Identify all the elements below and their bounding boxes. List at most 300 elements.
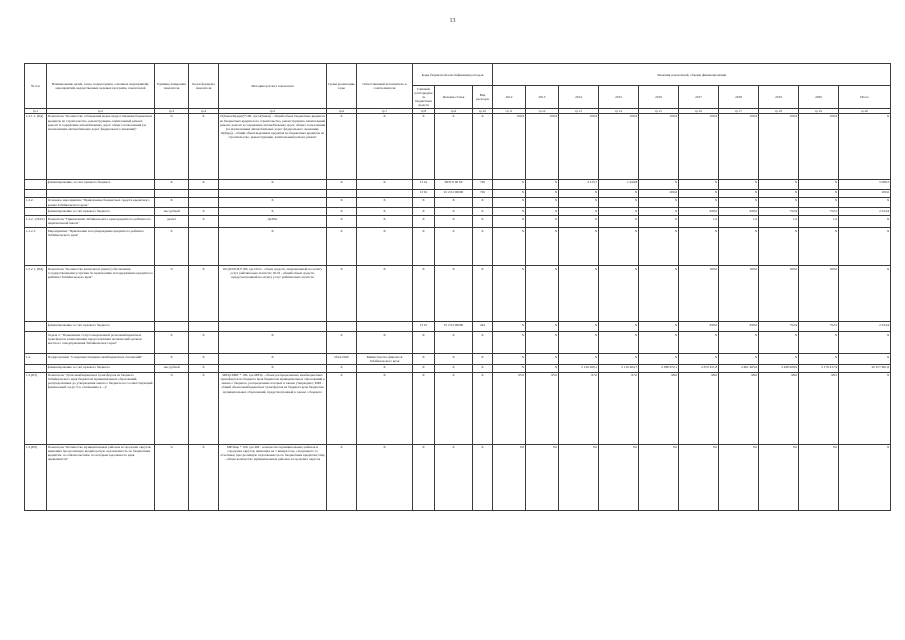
column-number-cell: гр.13 [559,108,599,113]
table-cell: Х [759,179,799,189]
table-cell: 13 01 [413,179,435,189]
table-cell: Х [327,216,357,228]
table-cell: Х [639,354,679,364]
table-cell [155,322,189,332]
table-cell: Х [189,444,219,510]
table-row [25,179,891,189]
table-cell: Х [435,266,473,322]
table-cell: Х [435,364,473,372]
table-cell: Х [839,354,891,364]
table-cell: 100,0 [679,266,719,322]
row-number-cell [25,364,47,372]
table-cell: Х [526,322,559,332]
table-cell: 630,0 [719,208,759,216]
table-row [25,228,891,266]
table-cell: Х [599,197,639,207]
table-cell: Х [413,208,435,216]
row-number-cell: 1.2.(П2) [25,444,47,510]
table-cell: Х [799,354,839,364]
column-number-cell: гр.6 [327,108,357,113]
table-cell: Х [559,354,599,364]
table-row [25,216,891,228]
table-cell: МБТр/МБТ * 100, где МБТр - объем распределенных межбюджетных трансфертов из бюджета края бюджетам муниципальных образований в законе о бюджете, распределение которых в законе утверждено; МБТ - общий объем межбюджетных трансфертов из бюджета края бюджетам муниципальных образований, предусмотренный в законе о бюджете [219,372,327,444]
table-cell: 97,0 [599,372,639,444]
table-cell: Х [327,208,357,216]
table-cell: Х [413,364,435,372]
table-cell [219,189,327,197]
table-cell: 4 313,7 [559,179,599,189]
column-number-cell: гр.5 [219,108,327,113]
table-cell: Х [413,113,435,179]
table-cell: Х [559,266,599,322]
table-cell: Х [719,332,759,354]
table-cell: 752,9 [759,322,799,332]
header-kvr: Вид расходов [473,86,493,109]
table-cell: Х [473,364,493,372]
table-cell: 0,0 [599,444,639,510]
table-cell: Х [357,208,413,216]
column-number-cell: гр.4 [189,108,219,113]
table-cell: 0870 0 00 00 [435,179,473,189]
column-number-cell: гр.2 [47,108,155,113]
table-cell: Х [493,228,526,266]
table-cell: Х [435,372,473,444]
table-cell: Х [189,216,219,228]
table-cell: Х [327,372,357,444]
row-description-cell: Задача 2. "Повышение статуса выделенной роли межбюджетных трансфертов в выполнении предоставления полномочий органов местного самоуправления Забайкальского края" [47,332,155,354]
table-cell: 0,0 [679,444,719,510]
table-cell: 1,0 [799,216,839,228]
table-cell: Х [435,444,473,510]
table-cell: Х [413,444,435,510]
table-cell: Х [189,364,219,372]
table-cell: 100,0 [679,113,719,179]
table-cell: Х [526,354,559,364]
column-number-cell: гр.12 [526,108,559,113]
table-cell: 100,0 [719,266,759,322]
table-cell: Х [435,208,473,216]
column-number-cell: гр.3 [155,108,189,113]
table-cell: Х [413,216,435,228]
table-cell [219,322,327,332]
table-cell: 630,0 [679,208,719,216]
table-cell: Х [155,228,189,266]
table-cell: Х [559,208,599,216]
table-cell: 100,0 [599,113,639,179]
column-number-cell: гр.10 [473,108,493,113]
table-cell [189,228,219,266]
row-description-cell: финансирование за счет краевого бюджета [47,322,155,332]
table-cell: Х [759,354,799,364]
table-cell: Х [526,208,559,216]
table-cell: Х [473,266,493,322]
header-article: Целевая статья [435,86,473,109]
table-cell: Х [599,332,639,354]
column-number-cell: гр.15 [639,108,679,113]
table-cell: Х [526,179,559,189]
table-cell: Х [219,364,327,372]
table-cell: Х [599,189,639,197]
table-cell: 100,0 [799,266,839,322]
header-budget-codes: Коды бюджетной классификации расходов [413,64,493,86]
table-cell: Х [327,228,357,266]
table-cell: Х [493,216,526,228]
table-cell: Х [155,179,189,189]
table-cell: Х [493,208,526,216]
table-cell: Х [719,228,759,266]
table-cell: Х [357,179,413,189]
table-cell: МР/Омр * 100, где МР - количество муниципальных районов и городских округов, имеющих на 1 января года, следующего за отчетным, просроченную задолженность по бюджетным кредитам; Омр - общее количество муниципальных районов и городских округов [219,444,327,510]
row-description-cell: финансирование за счет краевого бюджета [47,364,155,372]
table-cell: Х [679,179,719,189]
table-cell: Х [639,179,679,189]
table-cell [155,189,189,197]
table-cell: Х [559,228,599,266]
table-cell: Х [327,197,357,207]
table-cell: Х [413,372,435,444]
table-cell: Х [639,322,679,332]
table-cell: Х [759,332,799,354]
row-number-cell: 1.2. [25,354,47,364]
table-cell: Х [357,197,413,207]
header-year-2019: 2019 [759,86,799,109]
table-cell: 0,0 [799,444,839,510]
table-cell: 100,0 [719,113,759,179]
table-cell: Х [219,332,327,354]
table-cell: Х [839,444,891,510]
table-cell: 100,0 [493,113,526,179]
table-cell: Х [493,266,526,322]
table-cell: 100,0 [759,266,799,322]
table-cell: Х [413,228,435,266]
table-cell: Х [357,266,413,322]
table-cell: Х [327,179,357,189]
table-cell: 244 [473,322,493,332]
table-cell: Х [639,228,679,266]
table-cell: Х [189,332,219,354]
table-row [25,444,891,510]
table-cell: 95,0 [526,372,559,444]
table-cell: Х [357,364,413,372]
row-description-cell: Показатель "Количество соблюдения мерах предоставления бюджетных кредитов на строительство, реконструкцию, капитальный ремонт, ремонт и содержание автомобильных дорог общего пользования (за исключением автомобильных дорог федерального значения)" [47,113,155,179]
header-year-2017: 2017 [679,86,719,109]
table-cell: 2014-2020 [327,354,357,364]
table-cell: 2 126 260,1 [559,364,599,372]
table-cell: 98,0 [639,372,679,444]
table-cell: Х [839,332,891,354]
table-cell: Х [799,228,839,266]
table-cell: Х [473,113,493,179]
table-cell: 97,0 [559,372,599,444]
table-cell: Х [357,113,413,179]
table-cell [189,322,219,332]
table-cell: Х [839,266,891,322]
row-number-cell [25,208,47,216]
table-cell [189,197,219,207]
table-row [25,266,891,322]
header-method: Методика расчета показателя [219,64,327,109]
table-cell: Х [639,197,679,207]
table-cell: Х [599,322,639,332]
table-cell: 98,0 [719,372,759,444]
table-cell: 5 068,5 [839,179,891,189]
table-cell: Х [327,332,357,354]
row-number-cell: 1.2.(П1) [25,372,47,444]
table-cell: Х [413,332,435,354]
table-cell: Х [473,216,493,228]
table-cell: Х [599,208,639,216]
table-cell: Х [473,444,493,510]
table-cell: Х [526,197,559,207]
table-cell: Х [413,197,435,207]
table-cell: Х [219,179,327,189]
table-cell: Х [189,354,219,364]
table-cell: Х [679,228,719,266]
column-number-cell: гр.11 [493,108,526,113]
row-number-cell [25,189,47,197]
table-cell: Х [493,364,526,372]
header-unit: Единица измерения показателя [155,64,189,109]
table-cell: Х [219,208,327,216]
row-number-cell: 1.2.2.- (П4/2) [25,216,47,228]
table-cell: Х [327,266,357,322]
table-cell: Х [493,354,526,364]
row-description-cell: финансирование, за счет краевого бюджета [47,179,155,189]
column-number-cell: гр.8 [413,108,435,113]
table-cell: Х [413,354,435,364]
table-cell: Х [839,197,891,207]
table-cell: 2 670 451,8 [679,364,719,372]
table-cell: Х [357,228,413,266]
header-year-2016: 2016 [639,86,679,109]
table-cell: Х [219,197,327,207]
table-cell: Х [473,332,493,354]
table-cell: Х [435,113,473,179]
table-cell: Х [526,228,559,266]
table-cell: Х [155,197,189,207]
table-cell: Министерство финансов Забайкальского края [357,354,413,364]
table-cell: Х [639,208,679,216]
table-cell: Х [759,189,799,197]
table-cell: Х [473,372,493,444]
table-row [25,372,891,444]
table-cell: Х [327,113,357,179]
table-cell: Х [493,179,526,189]
header-period: Сроки реализации, годы [327,64,357,109]
table-cell: да/нет [155,216,189,228]
table-cell: 100,0 [759,113,799,179]
table-cell: Х [413,266,435,322]
table-cell: Х [526,332,559,354]
table-cell: Х [799,189,839,197]
table-body [25,108,891,510]
table-cell: Х [559,322,599,332]
table-cell [327,322,357,332]
table-cell: 2 601 463,6 [719,364,759,372]
table-cell: % [155,266,189,322]
table-cell: 98,0 [759,372,799,444]
row-description-cell: Мероприятие "Присвоение и подтверждение кредитного рейтинга Забайкальского края" [47,228,155,266]
table-cell: Х [719,354,759,364]
header-year-2012: 2012 [493,86,526,109]
table-cell: Х [357,216,413,228]
table-cell: 13 01 [413,322,435,332]
header-code: Код/и формулы показателя [189,64,219,109]
table-cell: О(Закон/Кредит)*100, где О(Закон) - общий объем бюджетных кредитов из бюджетных кредитов на строительство, реконструкцию, капитальный ремонт, ремонт и содержание автомобильных дорог общего пользования (за исключением автомобильных дорог федерального значения), О(Кред) - общий объем выданных кредитов из бюджетных кредитов на строительство, реконструкцию, капитальный ремонт, ремонт [219,113,327,179]
table-cell: 2 224,9 [839,208,891,216]
table-cell: % [155,372,189,444]
table-cell [357,189,413,197]
table-cell: Х [679,189,719,197]
table-cell: Х [155,354,189,364]
header-year-2018: 2018 [719,86,759,109]
header-year-2014: 2014 [559,86,599,109]
table-cell: Х [799,332,839,354]
table-cell: Х [189,372,219,444]
table-cell: Х [473,197,493,207]
table-row [25,208,891,216]
table-cell: Х [599,266,639,322]
table-cell: 1,0 [759,216,799,228]
table-cell: 752,9 [759,208,799,216]
table-cell: Да/Нет [219,216,327,228]
table-cell: 0,0 [493,444,526,510]
table-cell: 1 044,8 [599,179,639,189]
table-cell: Х [679,354,719,364]
table-cell: Х [435,354,473,364]
table-cell: Х [719,189,759,197]
header-name: Наименование целей, задач, подпрограмм, основных мероприятий, мероприятий, ведомственных целевых программ, показателей [47,64,155,109]
table-cell: Х [526,364,559,372]
row-description-cell: Показатель "Количество контрактов (пункт) обеспечения государственными услугами по присвоению и поддержанию кредитного рейтинга Забайкальского края" [47,266,155,322]
table-cell: 752,5 [799,208,839,216]
table-cell: Х [493,197,526,207]
table-cell: Х [435,228,473,266]
table-cell: 20 477 661,6 [839,364,891,372]
table-cell: 01 2 02 00000 [435,189,473,197]
table-cell: Х [189,113,219,179]
header-total: Итого [839,86,891,109]
table-cell: Х [759,197,799,207]
table-cell: Х [473,228,493,266]
row-description-cell: Подпрограмма "Совершенствование межбюджетных отношений" [47,354,155,364]
table-row [25,364,891,372]
table-cell: тыс.рублей [155,364,189,372]
table-row [25,332,891,354]
row-description-cell: Показатель "Количество муниципальных районов и городских округов, имеющих просроченную кредиторскую задолженность по бюджетным кредитам, по обязательствам, по которым задолжность края превышается" [47,444,155,510]
row-number-cell: 1.2.2.1. [25,228,47,266]
table-cell: 0,0 [639,444,679,510]
header-year-2020: 2020 [799,86,839,109]
table-cell: 720 [473,179,493,189]
table-cell: Х [799,179,839,189]
row-description-cell: Основное мероприятие "Привлечение бюджетных средств кредитного рынка Забайкальского края" [47,197,155,207]
column-number-cell: гр.14 [599,108,639,113]
table-cell: тыс.рублей [155,208,189,216]
column-number-cell: гр.9 [435,108,473,113]
table-row [25,197,891,207]
table-cell: Х [357,444,413,510]
table-cell: Х [599,228,639,266]
header-year-2015: 2015 [599,86,639,109]
row-number-cell [25,179,47,189]
table-cell: Х [493,332,526,354]
financing-table-sheet [24,63,890,511]
table-cell: Х [526,266,559,322]
table-cell: 100,0 [559,113,599,179]
table-cell: % [155,444,189,510]
table-cell: 2 224,9 [839,322,891,332]
table-cell [327,189,357,197]
row-number-cell [25,322,47,332]
column-number-cell: гр.19 [799,108,839,113]
table-row [25,113,891,179]
table-cell: 752,5 [799,322,839,332]
table-cell [189,189,219,197]
table-cell: Х [219,228,327,266]
header-responsible: Ответственный исполнитель и соисполнители [357,64,413,109]
table-cell: Х [189,208,219,216]
table-cell: 2 386 970,1 [639,364,679,372]
table-cell: Х [559,189,599,197]
header-row-top [25,64,891,86]
table-cell: Х [679,197,719,207]
table-cell: 2 110 464,7 [599,364,639,372]
table-row [25,354,891,364]
table-cell: Х [759,228,799,266]
table-cell: Х [493,189,526,197]
table-cell: Х [435,197,473,207]
table-cell: Х [357,372,413,444]
row-number-cell [25,332,47,354]
table-row [25,189,891,197]
table-cell: 100,0 [799,113,839,179]
table-cell: Х [435,332,473,354]
table-cell: % [155,113,189,179]
table-cell [357,322,413,332]
table-cell: 100,0 [639,113,679,179]
table-cell: 1,0 [719,216,759,228]
table-cell: 3 268 928,9 [759,364,799,372]
table-cell: Х [719,197,759,207]
table-cell: 01 2 03 00000 [435,322,473,332]
table-cell: Х [357,332,413,354]
table-row [25,322,891,332]
table-cell: Х [639,266,679,322]
table-cell: 630,0 [719,322,759,332]
header-values: Значения показателей, объемы финансирования [493,64,891,86]
row-number-cell: 1.2.2.1. (П4) [25,266,47,322]
table-cell: 0,0 [719,444,759,510]
table-cell: Х [473,354,493,364]
table-cell: 0,0 [559,444,599,510]
column-number-cell: гр.16 [679,108,719,113]
row-description-cell: финансирование за счет краевого бюджета [47,208,155,216]
table-cell: Х [599,354,639,364]
table-cell: Х [719,179,759,189]
column-number-cell: гр.17 [719,108,759,113]
row-description-cell [47,189,155,197]
table-cell: Х [526,189,559,197]
table-cell: 720 [473,189,493,197]
table-cell: Х [327,444,357,510]
table-cell: Х [559,216,599,228]
table-cell: Х [839,228,891,266]
header-grbs: Главный распорядитель бюджетных средств [414,86,433,108]
row-number-cell: 1.2.1.1. (П4) [25,113,47,179]
table-cell: Х [526,216,559,228]
table-cell: Х [189,179,219,189]
